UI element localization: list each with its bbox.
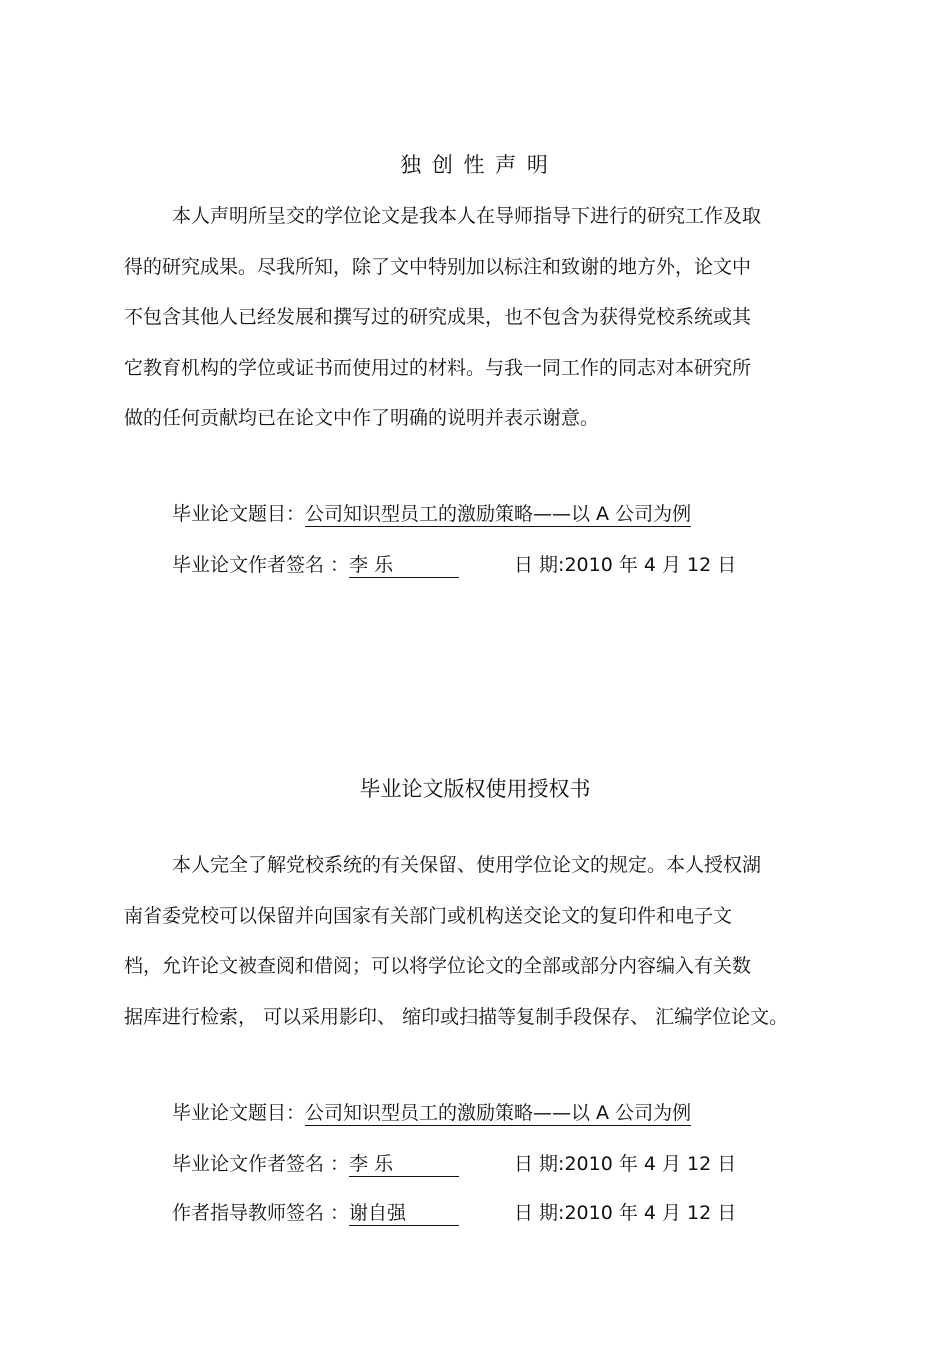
declaration-line-5: 做的任何贡献均已在论文中作了明确的说明并表示谢意。 [124, 407, 600, 429]
authorization-author-date: 日 期:2010 年 4 月 12 日 [514, 1153, 737, 1175]
declaration-line-1: 本人声明所呈交的学位论文是我本人在导师指导下进行的研究工作及取 [172, 205, 762, 227]
author-signature: 李 乐 [349, 553, 459, 578]
thesis-label: 毕业论文题目： [172, 1102, 306, 1124]
authorization-line-3: 档，允许论文被查阅和借阅；可以将学位论文的全部或部分内容编入有关数 [124, 955, 752, 977]
authorization-line-2: 南省委党校可以保留并向国家有关部门或机构送交论文的复印件和电子文 [124, 904, 733, 927]
declaration-thesis-field [172, 500, 691, 528]
thesis-title-value: 公司知识型员工的激励策略——以 A 公司为例 [305, 503, 692, 525]
thesis-title-value: 公司知识型员工的激励策略——以 A 公司为例 [305, 1102, 692, 1124]
author-label: 毕业论文作者签名 ： [172, 1153, 350, 1175]
author-signature: 李 乐 [349, 1152, 459, 1177]
authorization-title: 毕业论文版权使用授权书 [359, 777, 591, 801]
declaration-line-3: 不包含其他人已经发展和撰写过的研究成果，也不包含为获得党校系统或其 [124, 306, 752, 328]
advisor-signature: 谢自强 [349, 1201, 459, 1226]
declaration-paragraph [124, 191, 844, 444]
author-label: 毕业论文作者签名 ： [172, 554, 350, 576]
authorization-author-field [172, 1150, 459, 1178]
authorization-advisor-date: 日 期:2010 年 4 月 12 日 [514, 1202, 737, 1224]
declaration-line-4: 它教育机构的学位或证书而使用过的材料。与我一同工作的同志对本研究所 [124, 356, 752, 379]
declaration-author-field [172, 551, 459, 579]
declaration-title: 独 创 性 声 明 [400, 153, 550, 177]
declaration-date: 日 期:2010 年 4 月 12 日 [514, 554, 737, 576]
authorization-line-4: 据库进行检索， 可以采用影印、 缩印或扫描等复制手段保存、 汇编学位论文。 [124, 1005, 789, 1028]
authorization-advisor-field [172, 1199, 459, 1227]
authorization-paragraph [124, 840, 844, 1042]
thesis-label: 毕业论文题目： [172, 503, 306, 525]
advisor-label: 作者指导教师签名 ： [172, 1202, 350, 1224]
declaration-line-2: 得的研究成果。尽我所知，除了文中特别加以标注和致谢的地方外，论文中 [124, 255, 752, 278]
authorization-thesis-field [172, 1099, 691, 1127]
authorization-line-1: 本人完全了解党校系统的有关保留、使用学位论文的规定。本人授权湖 [172, 854, 762, 876]
